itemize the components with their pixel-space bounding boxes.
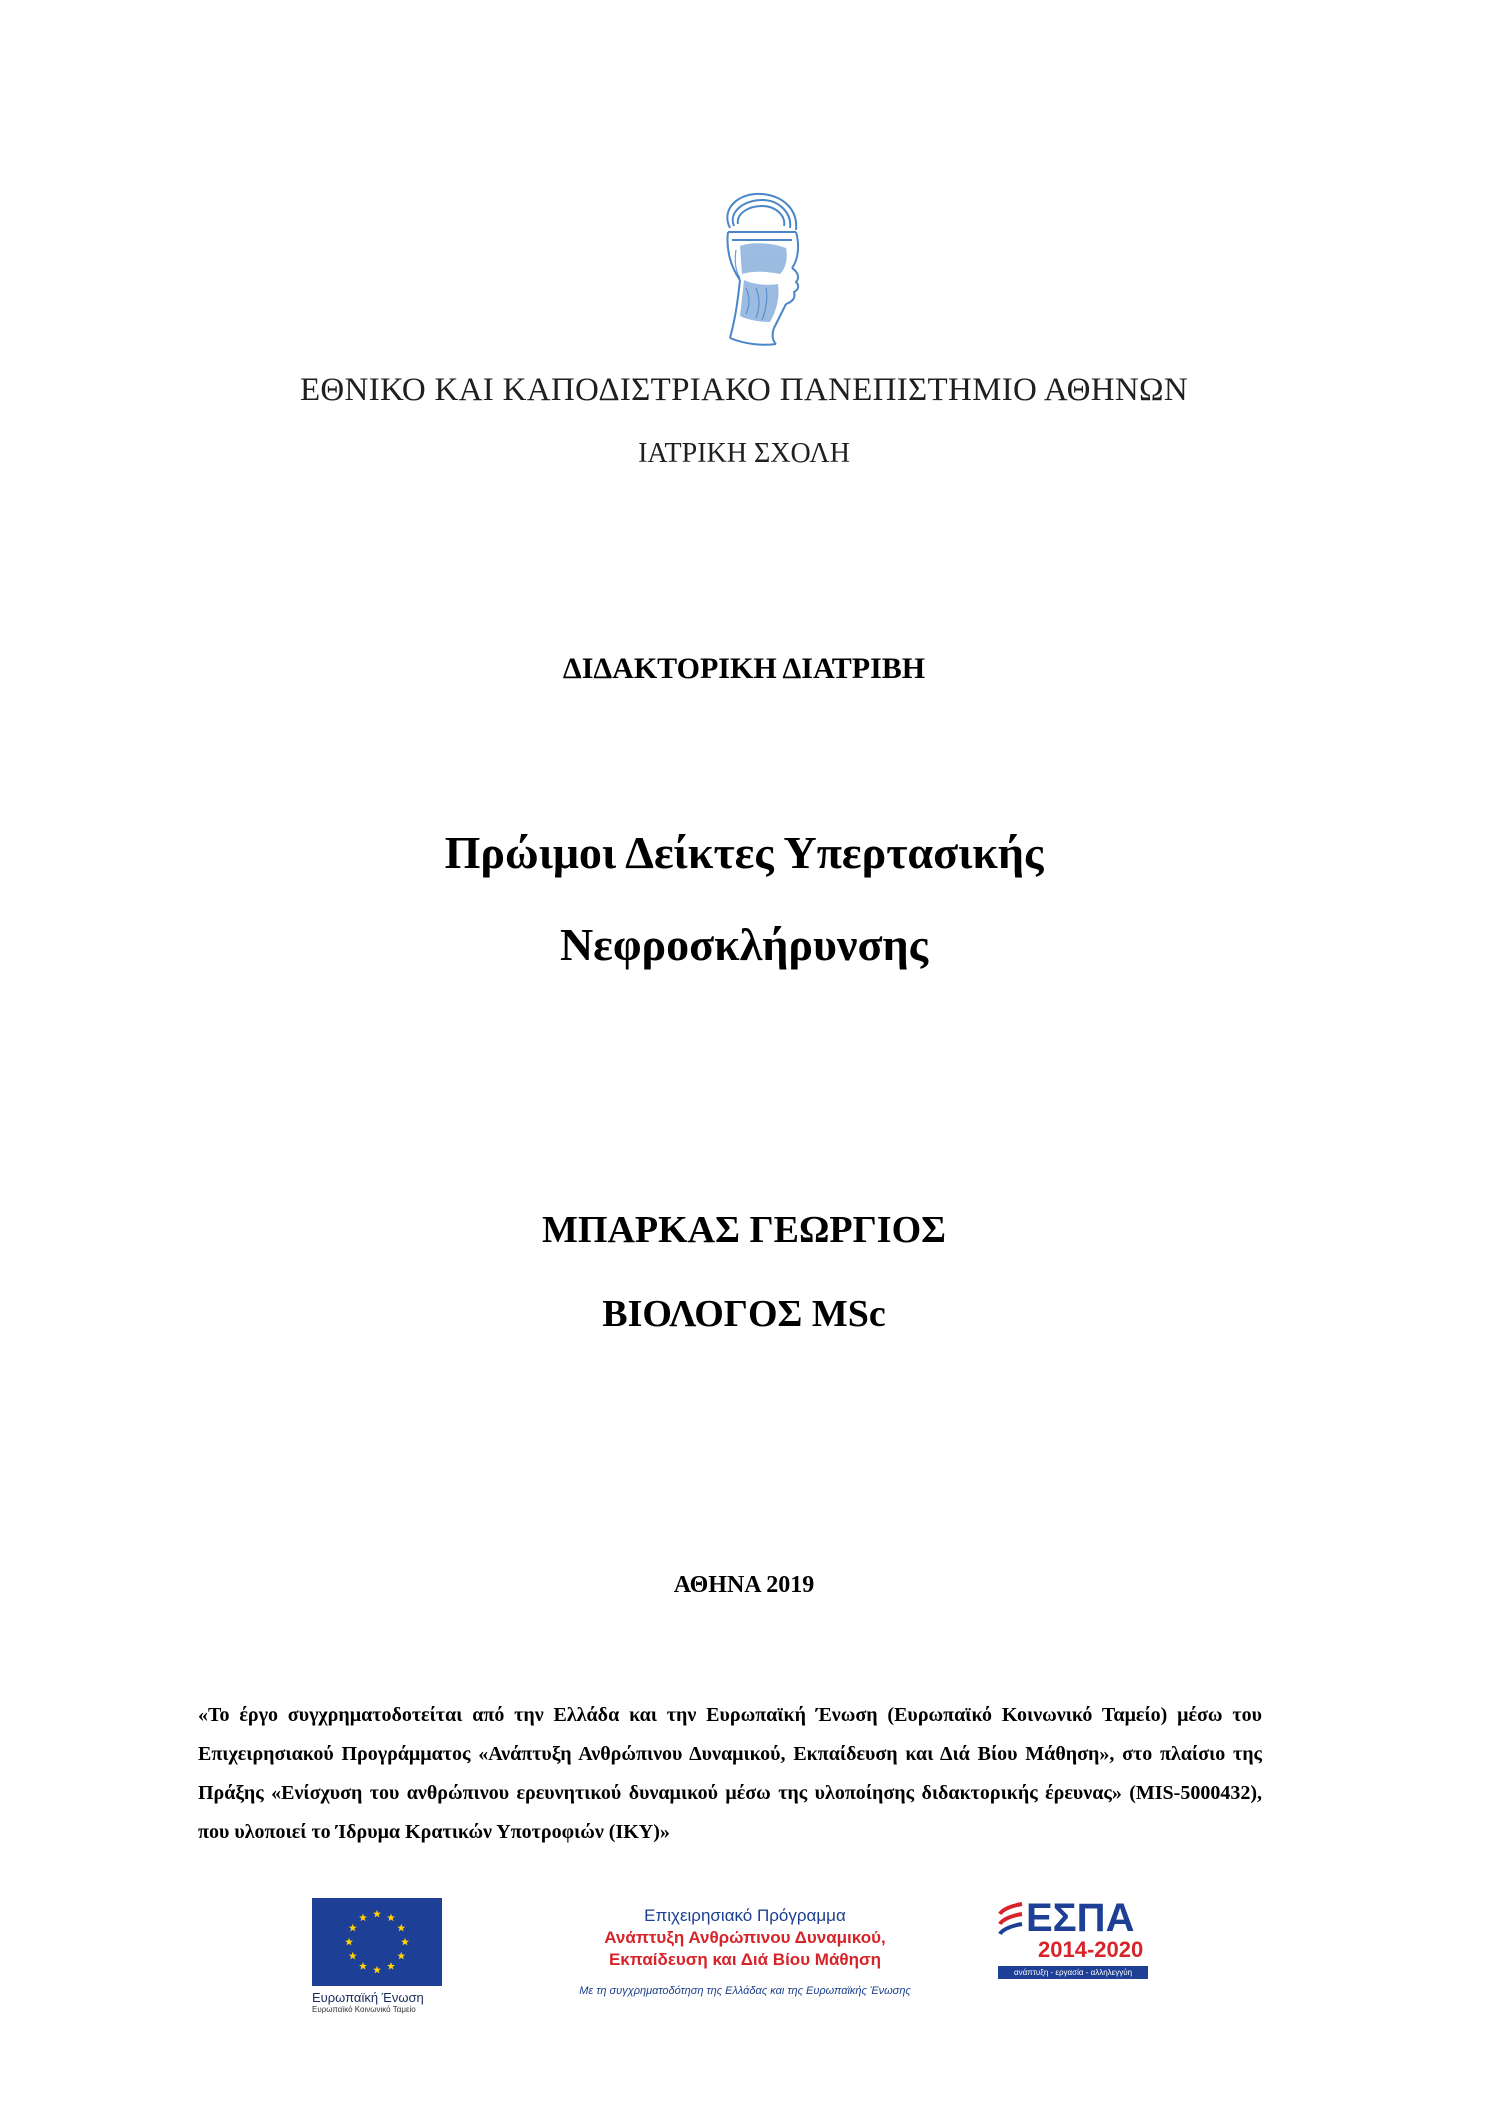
- eu-fund-label: Ευρωπαϊκό Κοινωνικό Ταμείο: [312, 2005, 416, 2014]
- espa-logo: [998, 1898, 1148, 1979]
- eu-star-icon: [387, 1962, 395, 1970]
- espa-stripes-icon: [998, 1902, 1024, 1936]
- eu-star-icon: [373, 1910, 381, 1918]
- university-crest-icon: [700, 188, 816, 346]
- op-programme-label: Επιχειρησιακό Πρόγραμμα: [644, 1906, 846, 1925]
- eu-star-icon: [359, 1914, 367, 1922]
- op-programme-name-line-2: Εκπαίδευση και Διά Βίου Μάθηση: [608, 1950, 882, 1969]
- document-type: ΔΙΔΑΚΤΟΡΙΚΗ ΔΙΑΤΡΙΒΗ: [562, 652, 926, 685]
- op-programme-name-line-1: Ανάπτυξη Ανθρώπινου Δυναμικού,: [604, 1928, 886, 1947]
- university-name: ΕΘΝΙΚΟ ΚΑΙ ΚΑΠΟΔΙΣΤΡΙΑΚΟ ΠΑΝΕΠΙΣΤΗΜΙΟ ΑΘΗΝΩΝ: [299, 372, 1189, 408]
- operational-programme-logo: [520, 1905, 970, 1997]
- eu-flag-icon: [312, 1898, 442, 1986]
- eu-star-icon: [401, 1938, 409, 1946]
- thesis-title-line-1: Πρώιμοι Δείκτες Υπερτασικής: [444, 827, 1044, 878]
- funding-statement: «Το έργο συγχρηματοδοτείται από την Ελλάδα και την Ευρωπαϊκή Ένωση (Ευρωπαϊκό Κοινωνικό Ταμείο) μέσω του Επιχειρησιακού Προγράμματος «Ανάπτυξη Ανθρώπινου Δυναμικού, Εκπαίδευση και Διά Βίου Μάθηση», στο πλαίσιο της Πράξης «Ενίσχυση του ανθρώπινου ερευνητικού δυναμικού μέσω της υλοποίησης διδακτορικής έρευνας» (MIS-5000432), που υλοποιεί το Ίδρυμα Κρατικών Υποτροφιών (ΙΚΥ)»: [198, 1704, 1262, 1843]
- eu-label: Ευρωπαϊκή Ένωση: [312, 1990, 424, 2005]
- eu-star-icon: [397, 1952, 405, 1960]
- espa-wordmark: ΕΣΠΑ: [1026, 1896, 1135, 1940]
- thesis-title-line-2: Νεφροσκλήρυνσης: [559, 919, 929, 970]
- espa-years: 2014-2020: [1038, 1937, 1144, 1962]
- eu-star-icon: [373, 1966, 381, 1974]
- espa-tagline: ανάπτυξη - εργασία - αλληλεγγύη: [998, 1966, 1148, 1979]
- eu-star-icon: [349, 1952, 357, 1960]
- eu-star-icon: [397, 1924, 405, 1932]
- op-cofunding-note: Με τη συγχρηματοδότηση της Ελλάδας και της Ευρωπαϊκής Ένωσης: [579, 1985, 911, 1997]
- eu-star-icon: [345, 1938, 353, 1946]
- school-name: ΙΑΤΡΙΚΗ ΣΧΟΛΗ: [638, 438, 850, 469]
- eu-star-icon: [349, 1924, 357, 1932]
- author-degree: ΒΙΟΛΟΓΟΣ MSc: [602, 1293, 886, 1335]
- eu-star-icon: [359, 1962, 367, 1970]
- author-name: ΜΠΑΡΚΑΣ ΓΕΩΡΓΙΟΣ: [542, 1209, 946, 1251]
- eu-star-icon: [387, 1914, 395, 1922]
- eu-logo: [312, 1898, 444, 2014]
- place-and-year: ΑΘΗΝΑ 2019: [673, 1572, 815, 1598]
